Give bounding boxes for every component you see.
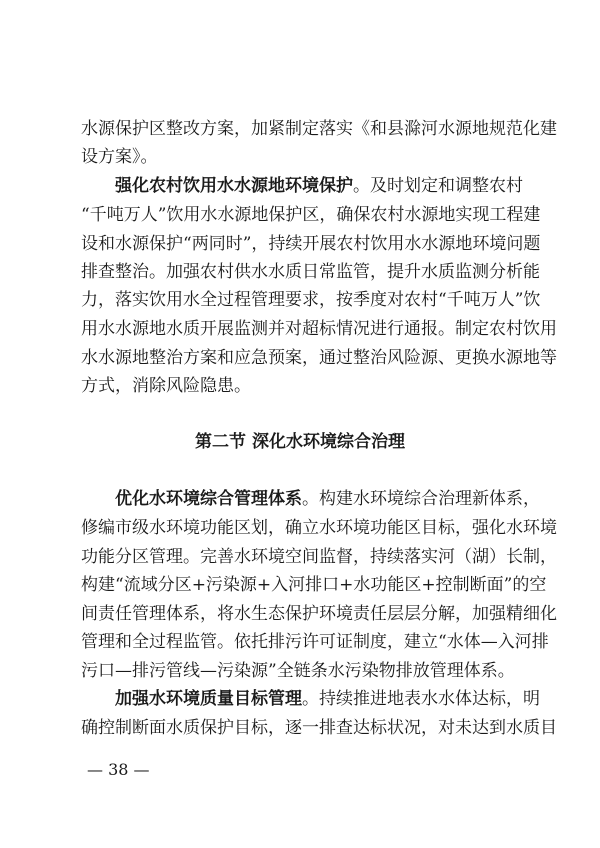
paragraph-2-line-6: 用水水源地水质开展监测并对超标情况进行通报。制定农村饮用 — [81, 319, 557, 339]
paragraph-3-line-7: 污口—排污管线—污染源”全链条水污染物排放管理体系。 — [81, 661, 515, 681]
paragraph-3-line-2: 修编市级水环境功能区划，确立水环境功能区目标，强化水环境 — [81, 518, 557, 538]
paragraph-4-line-1-rest: 。持续推进地表水水体达标，明 — [302, 689, 540, 709]
paragraph-2-bold-lead: 强化农村饮用水水源地环境保护 — [115, 176, 353, 196]
paragraph-2-line-4: 排查整治。加强农村供水水质日常监管，提升水质监测分析能 — [81, 262, 540, 282]
paragraph-3-line-4: 构建“流域分区+污染源+入河排口+水功能区+控制断面”的空 — [81, 575, 547, 595]
paragraph-1-line-2: 设方案》。 — [81, 147, 158, 167]
paragraph-1-line-1: 水源保护区整改方案，加紧制定落实《和县滁河水源地规范化建 — [81, 119, 557, 139]
paragraph-4-line-2: 确控制断面水质保护目标，逐一排查达标状况，对未达到水质目 — [81, 718, 557, 738]
section-heading: 第二节 深化水环境综合治理 — [195, 432, 405, 452]
paragraph-4-bold-lead: 加强水环境质量目标管理 — [115, 689, 302, 709]
paragraph-3-line-6: 管理和全过程监管。依托排污许可证制度，建立“水体—入河排 — [81, 632, 549, 652]
paragraph-3-line-3: 功能分区管理。完善水环境空间监督，持续落实河（湖）长制， — [81, 547, 557, 567]
paragraph-3-bold-lead: 优化水环境综合管理体系 — [115, 489, 302, 509]
page-number: — 38 — — [87, 760, 150, 779]
paragraph-4-line-1 — [115, 688, 540, 710]
paragraph-2-line-1 — [115, 175, 521, 197]
paragraph-2-line-5: 力，落实饮用水全过程管理要求，按季度对农村“千吨万人”饮 — [81, 290, 541, 310]
paragraph-2-line-8: 方式，消除风险隐患。 — [81, 376, 251, 396]
paragraph-3-line-5: 间责任管理体系，将水生态保护环境责任层层分解，加强精细化 — [81, 604, 557, 624]
paragraph-3-line-1 — [115, 488, 540, 510]
paragraph-2-line-2: “千吨万人”饮用水水源地保护区，确保农村水源地实现工程建 — [81, 205, 541, 225]
paragraph-2-line-1-rest: 。及时划定和调整农村 — [353, 176, 523, 196]
paragraph-2-line-3: 设和水源保护“两同时”，持续开展农村饮用水水源地环境问题 — [81, 234, 541, 254]
paragraph-2-line-7: 水水源地整治方案和应急预案，通过整治风险源、更换水源地等 — [81, 348, 557, 368]
paragraph-3-line-1-rest: 。构建水环境综合治理新体系， — [302, 489, 540, 509]
